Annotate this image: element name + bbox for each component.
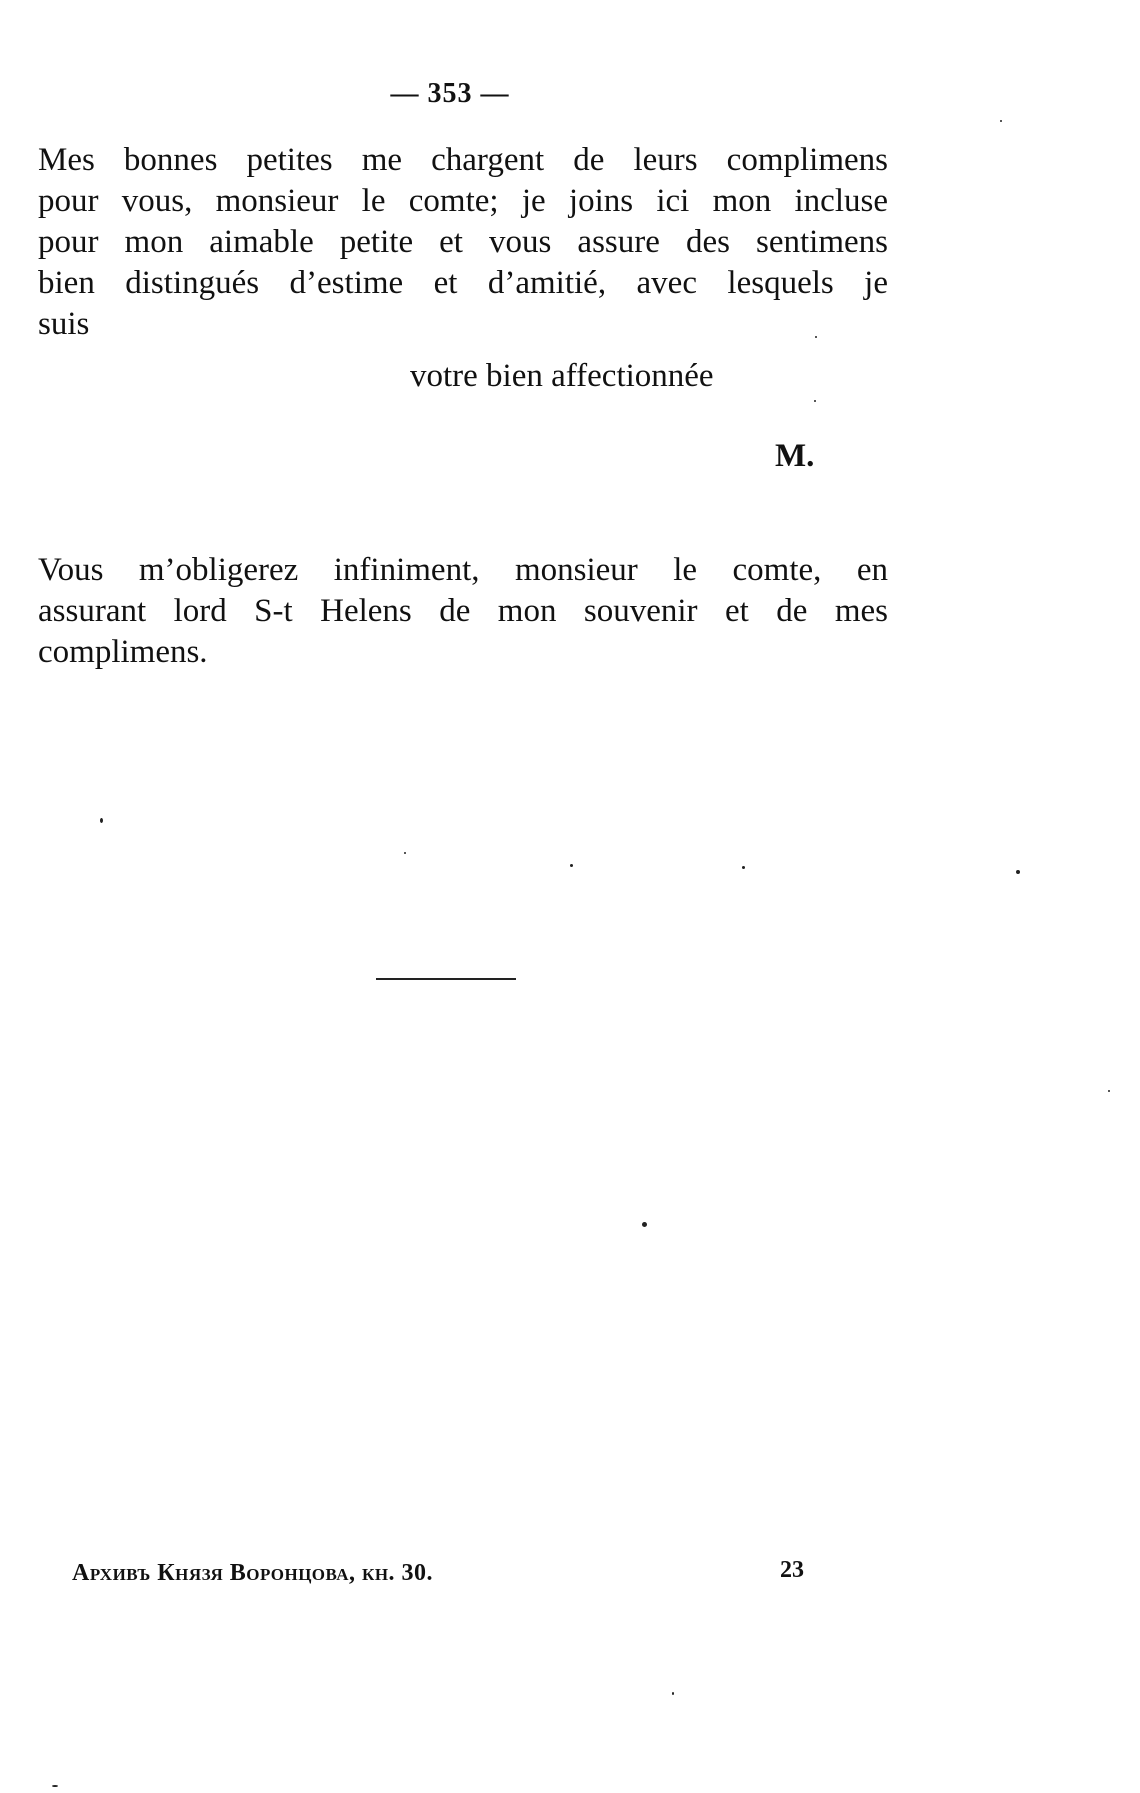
scan-speck xyxy=(570,864,573,867)
scan-speck xyxy=(815,336,817,338)
postscript-paragraph xyxy=(38,550,888,673)
text-line: assurant lord S-t Helens de mon souvenir et de mes xyxy=(38,593,888,629)
scan-speck xyxy=(1000,120,1002,122)
text-line: pour mon aimable petite et vous assure des sentimens xyxy=(38,224,888,260)
text-line: Vous m’obligerez infiniment, monsieur le comte, en xyxy=(38,552,888,588)
text-line: suis xyxy=(38,306,90,342)
text-line: complimens. xyxy=(38,634,208,670)
closing-formula: votre bien affectionnée xyxy=(410,358,714,394)
signature-initial: M. xyxy=(775,438,815,474)
scan-speck xyxy=(742,866,745,869)
scan-speck xyxy=(672,1692,674,1695)
scan-speck xyxy=(1108,1090,1110,1092)
text-line: Mes bonnes petites me chargent de leurs complimens xyxy=(38,142,888,178)
letter-paragraph xyxy=(38,140,888,345)
scan-speck xyxy=(404,852,406,854)
scan-speck xyxy=(100,818,103,823)
footer-source: Архивъ Князя Воронцова, кн. 30. xyxy=(72,1560,434,1586)
scan-speck xyxy=(642,1222,647,1227)
scan-speck xyxy=(814,400,816,402)
scan-speck xyxy=(52,1785,58,1787)
signature-mark: 23 xyxy=(780,1557,804,1583)
page-number: — 353 — xyxy=(390,78,510,109)
scan-speck xyxy=(1016,870,1020,874)
text-line: bien distingués d’estime et d’amitié, avec lesquels je xyxy=(38,265,888,301)
text-line: pour vous, monsieur le comte; je joins ici mon incluse xyxy=(38,183,888,219)
section-divider xyxy=(376,978,516,980)
